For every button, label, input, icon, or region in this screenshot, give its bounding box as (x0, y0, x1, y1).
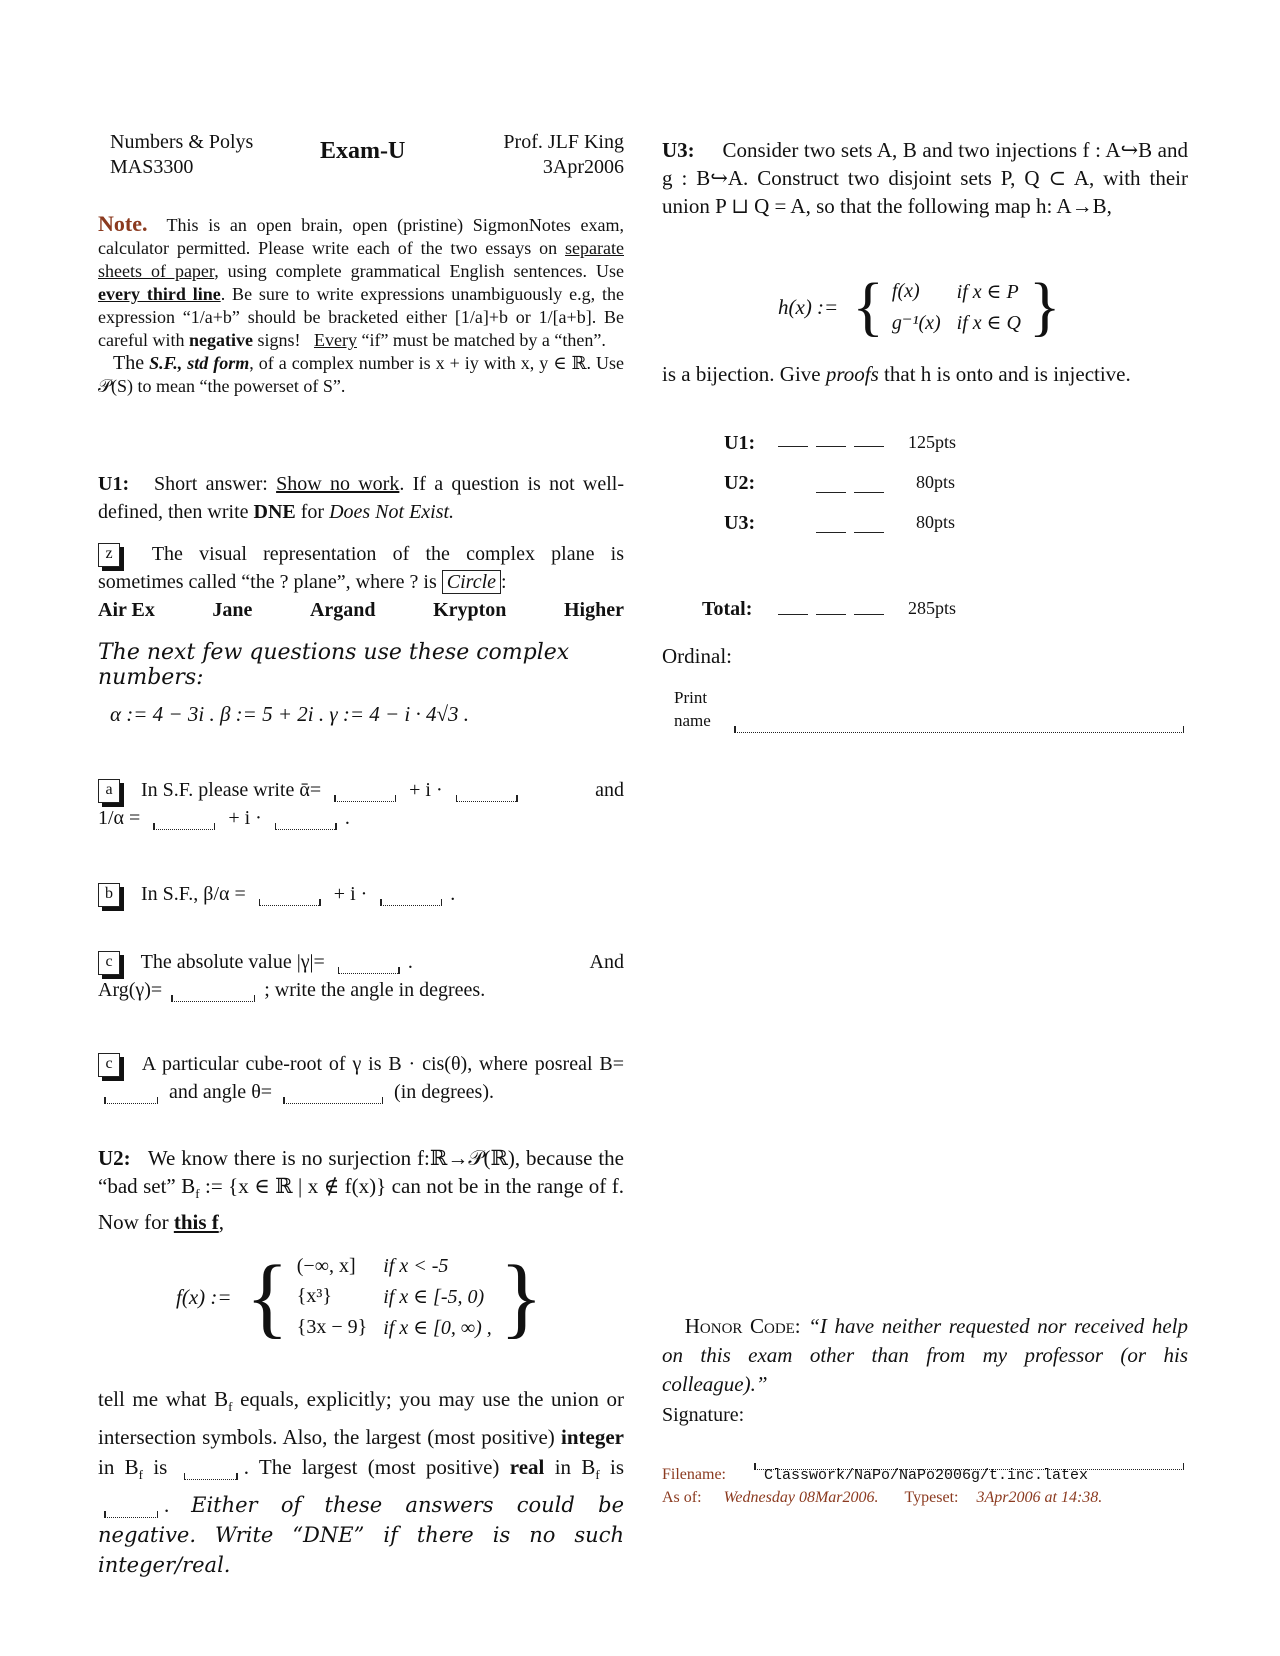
u3-function-def (778, 262, 1061, 352)
u3-proofs: proofs (825, 362, 879, 386)
right-column (662, 0, 1189, 1506)
question-c2-end: (in degrees). (394, 1081, 494, 1103)
footer-filename-row (662, 1464, 1188, 1487)
u1-text: Short answer: (153, 473, 268, 495)
u3-cases (884, 276, 1029, 338)
choice-jane[interactable]: Jane (212, 599, 253, 621)
u3-case-row (884, 307, 1029, 338)
choice-higher[interactable]: Higher (563, 599, 624, 621)
question-c2-mid: and angle θ= (169, 1081, 273, 1103)
answer-blank-inv-real[interactable] (153, 815, 215, 830)
question-c2 (98, 1050, 624, 1106)
question-c: c The absolute value |γ|= . And Arg(γ)= ; write the angle in degrees. (98, 948, 624, 1004)
score-row-u3 (724, 512, 1024, 552)
question-c-text: The absolute value |γ|= (140, 951, 325, 973)
answer-blank-a-real[interactable] (334, 787, 396, 802)
plus-i: + i · (333, 883, 368, 905)
course-name: Numbers & Polys (110, 131, 254, 153)
exam-title: Exam-U (320, 138, 406, 164)
case-condition: if x ∈ Q (956, 312, 1021, 334)
u2-text: We know there is no surjection f:ℝ→𝒫(ℝ), because the “bad set” B (98, 1146, 624, 1198)
right-brace: } (1028, 270, 1061, 343)
next-questions-heading: The next few questions use these complex numbers: (98, 640, 570, 690)
question-a-box: a (98, 779, 120, 803)
note-separate: separate sheets of paper (98, 238, 624, 281)
note-every: Every (313, 330, 357, 350)
answer-blank-a-imag[interactable] (456, 787, 518, 802)
u3-text: is a bijection. Give (662, 362, 821, 386)
answer-blank-abs[interactable] (338, 959, 400, 974)
u2-this-f: this f (173, 1210, 219, 1235)
score-points: 80pts (916, 472, 956, 492)
note-text: signs! (257, 330, 301, 350)
u2-real: real (509, 1455, 545, 1480)
score-total-row (702, 598, 1022, 628)
left-brace: { (852, 270, 884, 343)
left-brace: { (245, 1247, 289, 1347)
note-text: , using complete grammatical English sentences. Use (214, 261, 624, 281)
score-lines[interactable] (816, 516, 892, 539)
u1-dne-full: Does Not Exist. (329, 501, 455, 523)
choice-krypton[interactable]: Krypton (433, 599, 507, 621)
note-third-line: every third line (98, 284, 221, 304)
note-text: “if” must be matched by a “then”. (361, 330, 606, 350)
honor-title: Honor Code: (684, 1314, 801, 1338)
footer-asof-row (662, 1487, 1188, 1509)
print-name-label (674, 686, 711, 732)
u2-text: . The largest (most positive) (243, 1455, 500, 1480)
u1-dne: DNE (253, 501, 296, 523)
question-a-inverse: 1/α = (98, 807, 141, 829)
question-c-box: c (98, 951, 120, 975)
answer-blank-arg[interactable] (171, 987, 255, 1002)
u2-text: is (610, 1455, 625, 1480)
u2-intro: U2: We know there is no surjection f:ℝ→𝒫(ℝ), because the “bad set” $B_f$ := {x ∈ ℝ | x ∉ f(x)} can not be in the range of f. Now for this f, (98, 1146, 624, 1235)
u1-text: . If a question is not well-defined, then write (98, 473, 625, 523)
prof-name: Prof. JLF King (503, 131, 624, 153)
exam-date: 3Apr2006 (542, 156, 624, 178)
score-lines[interactable] (816, 476, 892, 499)
u2-fx: f(x) := (176, 1285, 232, 1309)
u1-text: for (300, 501, 325, 523)
question-c-and: And (589, 951, 624, 973)
case-condition: if x ∈ P (956, 281, 1019, 303)
u3-hx: h(x) := (778, 294, 839, 319)
print-label: Print (674, 688, 708, 707)
note-label: Note. (98, 211, 148, 236)
name-label: name (674, 711, 711, 730)
right-brace: } (499, 1247, 543, 1347)
question-z-text: The visual representation of the complex plane is sometimes called “the ? plane”, where ? is (98, 543, 624, 593)
u3-label: U3: (662, 138, 695, 162)
u2-case-row (289, 1312, 500, 1343)
question-z: z The visual representation of the complex plane is sometimes called “the ? plane”, where ? is Circle : Air Ex Jane Argand Krypton Higher (98, 540, 624, 624)
u2-text: in B (554, 1455, 596, 1480)
u2-integer: integer (561, 1425, 625, 1450)
u2-cases (289, 1252, 500, 1343)
answer-blank-largest-integer[interactable] (184, 1465, 238, 1480)
question-b-text: In S.F., β/α = (141, 883, 246, 905)
note-negative: negative (188, 330, 253, 350)
plus-i: + i · (409, 779, 443, 801)
complex-definitions: α := 4 − 3i . β := 5 + 2i . γ := 4 − i · 4√3 . (110, 702, 470, 726)
typeset-label: Typeset: (904, 1489, 959, 1506)
case-value: (−∞, x] (296, 1255, 356, 1277)
u2-text: . (164, 1493, 170, 1518)
choice-argand[interactable]: Argand (309, 599, 376, 621)
plus-i: + i · (228, 807, 262, 829)
u2-label: U2: (98, 1146, 131, 1170)
question-c2-text: A particular cube-root of γ is B · cis(θ), where posreal B= (141, 1053, 624, 1075)
question-a-text: In S.F. please write ᾱ= (141, 779, 322, 801)
u1-show-no-work: Show no work (276, 473, 400, 495)
note-std-form: S.F., std form (149, 353, 250, 373)
u2-function-def (176, 1247, 543, 1347)
question-a: a In S.F. please write ᾱ= + i · and 1/α = + i · . (98, 776, 624, 832)
choice-air-ex[interactable]: Air Ex (98, 599, 155, 621)
note-block (98, 212, 624, 398)
circle-instruction: Circle (442, 570, 501, 594)
typeset-value: 3Apr2006 at 14:38. (976, 1489, 1103, 1506)
prof-block (503, 130, 624, 180)
answer-blank-b-imag[interactable] (380, 891, 442, 906)
u2-text: in B (98, 1455, 139, 1480)
question-b-box: b (98, 883, 120, 907)
case-value: g⁻¹(x) (891, 312, 941, 334)
total-points: 285pts (908, 598, 957, 618)
case-condition: if x ∈ [0, ∞) , (383, 1317, 492, 1339)
note-text: The (112, 352, 145, 374)
signature-label: Signature: (662, 1404, 745, 1426)
note-text: . Be sure to write expressions unambiguously e.g, the expression “1/a+b” should be bracketed either [1/a]+b or 1/[a+b]. Be careful with (98, 284, 624, 350)
u3-question (662, 360, 1188, 388)
question-b: b In S.F., β/α = + i · . (98, 880, 624, 908)
case-value: f(x) (891, 280, 920, 302)
print-name-field[interactable] (734, 718, 1184, 733)
answer-blank-angle[interactable] (283, 1089, 383, 1104)
u3-intro (662, 136, 1188, 220)
total-label: Total: (702, 598, 753, 620)
case-value: {x³} (296, 1285, 332, 1307)
question-c-arg: Arg(γ)= (98, 979, 163, 1001)
total-lines[interactable] (778, 598, 892, 621)
score-table (724, 432, 1024, 552)
question-a-and: and (595, 779, 624, 801)
filename-value: Classwork/NaPo/NaPo2006g/t.inc.latex (763, 1467, 1089, 1484)
note-text: This is an open brain, open (pristine) SigmonNotes exam, calculator permitted. Please write each of the two essays on (98, 215, 624, 258)
case-condition: if x ∈ [-5, 0) (383, 1286, 485, 1308)
ordinal-label: Ordinal: (662, 644, 732, 668)
score-points: 125pts (908, 432, 957, 452)
u2-case-row (289, 1281, 500, 1312)
case-condition: if x < -5 (383, 1255, 449, 1277)
u2-text: equals, explicitly; you may use the union or intersection symbols. Also, the largest (most positive) (98, 1387, 624, 1450)
honor-code (662, 1312, 1188, 1399)
u2-text: is (153, 1455, 168, 1480)
u3-text: Consider two sets A, B and two injections f : A↪B and g : B↪A. Construct two disjoint sets P, Q ⊂ A, with their union P ⊔ Q = A, so that the following map h: A→B, (662, 138, 1188, 218)
u2-question: tell me what $B_f$ equals, explicitly; you may use the union or intersection symbols. Also, the largest (most positive) integer in $B_f$ is . The largest (most positive) real in $B_f$ is . Either of these answers could be negative. Write “DNE” if there is no such integer/real. (98, 1387, 625, 1578)
score-label: U1: (724, 432, 756, 454)
score-points: 80pts (916, 512, 956, 532)
score-label: U3: (724, 512, 756, 534)
choices-row (98, 596, 624, 624)
u3-case-row (884, 276, 1029, 307)
u2-case-row (289, 1252, 500, 1281)
u1-label: U1: (98, 473, 130, 495)
u3-text: that h is onto and is injective. (884, 362, 1131, 386)
honor-text: “I have neither requested nor received help on this exam other than from my professor (or his colleague).” (662, 1314, 1189, 1396)
course-block (110, 130, 253, 180)
u2-text: tell me what B (98, 1387, 229, 1411)
u2-cursive-note: Either of these answers could be negative. Write “DNE” if there is no such integer/real. (98, 1493, 624, 1578)
u1-intro (98, 470, 624, 526)
footer (662, 1464, 1188, 1509)
question-c2-box: c (98, 1053, 120, 1077)
case-value: {3x − 9} (296, 1316, 368, 1338)
question-z-box: z (98, 543, 120, 567)
score-lines[interactable] (778, 430, 892, 453)
asof-value: Wednesday 08Mar2006. (723, 1489, 879, 1506)
score-row-u1 (724, 432, 1024, 472)
u2-text: := {x ∈ ℝ | x ∉ f(x)} can not be in the range of f. Now for (98, 1174, 624, 1235)
score-label: U2: (724, 472, 756, 494)
answer-blank-largest-real[interactable] (104, 1503, 158, 1518)
note-text: , of a complex number is x + iy with x, y ∈ ℝ. Use 𝒫(S) to mean “the powerset of S”. (98, 353, 625, 396)
score-row-u2 (724, 472, 1024, 512)
answer-blank-inv-imag[interactable] (275, 815, 337, 830)
question-c-rest: ; write the angle in degrees. (264, 979, 486, 1001)
filename-label: Filename: (662, 1466, 726, 1483)
answer-blank-modulus[interactable] (104, 1089, 158, 1104)
course-code: MAS3300 (110, 156, 194, 178)
asof-label: As of: (662, 1489, 702, 1506)
answer-blank-b-real[interactable] (259, 891, 321, 906)
